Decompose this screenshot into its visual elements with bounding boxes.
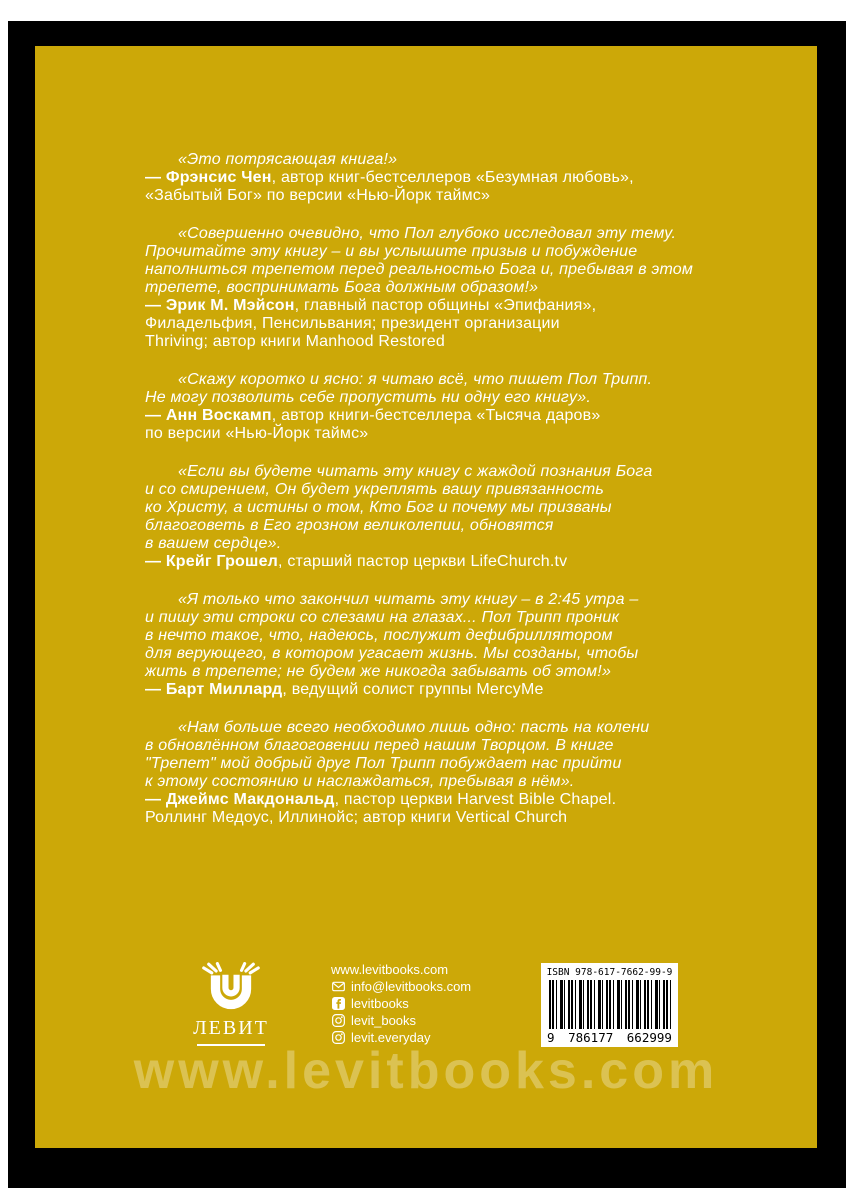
quote-line: в нечто такое, что, надеюсь, послужит дефибриллятором [145,627,613,644]
quote-line: «Это потрясающая книга!» [178,151,398,168]
barcode-digits: 9 786177 662999 [547,1030,672,1045]
levit-emblem-icon [191,962,271,1016]
contact-row [331,961,471,978]
quote-block [145,591,765,699]
quote-line: и со смирением, Он будет укреплять вашу привязанность [145,481,605,498]
quote-line: и пишу эти строки со слезами на глазах... Пол Трипп проник [145,609,620,626]
quote-line: в обновлённом благоговении перед нашим Творцом. В книге [145,737,614,754]
quote-line: Филадельфия, Пенсильвания; президент организации [145,315,560,332]
quote-line: в вашем сердце». [145,535,282,552]
quote-line: — Крейг Грошел, старший пастор церкви LifeChurch.tv [145,553,568,570]
quote-line: ко Христу, а истины о том, Кто Бог и почему мы призваны [145,499,612,516]
isbn-label: ISBN 978-617-7662-99-9 [546,967,673,978]
quote-line: — Анн Воскамп, автор книги-бестселлера «Тысяча даров» [145,407,601,424]
quote-line: — Барт Миллард, ведущий солист группы MercyMe [145,681,544,698]
facebook-icon [331,997,345,1011]
quote-line: «Совершенно очевидно, что Пол глубоко исследовал эту тему. [178,225,677,242]
quote-block [145,463,765,571]
instagram-icon [331,1014,345,1028]
contact-text: www.levitbooks.com [331,962,449,977]
quote-line: — Эрик М. Мэйсон, главный пастор общины «Эпифания», [145,297,597,314]
contact-row [331,995,471,1012]
quote-line: — Джеймс Макдональд, пастор церкви Harvest Bible Chapel. [145,791,617,808]
watermark-url: www.levitbooks.com [133,1042,719,1100]
quote-line: «Если вы будете читать эту книгу с жаждой познания Бога [178,463,653,480]
quote-line: «Скажу коротко и ясно: я читаю всё, что пишет Пол Трипп. [178,371,653,388]
quote-line: «Я только что закончил читать эту книгу – в 2:45 утра – [178,591,639,608]
publisher-logo [191,962,271,1046]
contact-text: levit_books [351,1013,417,1028]
cover-shadow [8,21,846,1188]
quote-line: Не могу позволить себе пропустить ни одну его книгу». [145,389,591,406]
barcode [541,963,678,1047]
quote-line: Thriving; автор книги Manhood Restored [145,333,445,350]
book-back-cover [35,46,817,1148]
email-icon [331,980,345,994]
quote-block [145,371,765,443]
contact-text: info@levitbooks.com [351,979,472,994]
quote-block [145,225,765,351]
quote-line: наполниться трепетом перед реальностью Бога и, пребывая в этом [145,261,694,278]
quote-line: «Нам больше всего необходимо лишь одно: пасть на колени [178,719,650,736]
quote-line: по версии «Нью-Йорк таймс» [145,425,369,442]
barcode-bars [549,980,671,1029]
quote-line: для верующего, в котором угасает жизнь. Мы созданы, чтобы [145,645,639,662]
quote-line: — Фрэнсис Чен, автор книг-бестселлеров «Безумная любовь», [145,169,634,186]
quote-line: трепете, воспринимать Бога должным образом!» [145,279,539,296]
quote-block [145,151,765,205]
quote-line: Прочитайте эту книгу – и вы услышите призыв и побуждение [145,243,638,260]
quote-line: к этому состоянию и наслаждаться, пребывая в нём». [145,773,575,790]
quotes [145,151,765,847]
quote-line: "Трепет" мой добрый друг Пол Трипп побуждает нас прийти [145,755,622,772]
quote-line: жить в трепете; не будем же никогда забывать об этом!» [145,663,612,680]
contact-list [331,961,471,1046]
quote-line: благоговеть в Его грозном великолепии, обновятся [145,517,554,534]
contact-text: levit.everyday [351,1030,431,1045]
quote-line: Роллинг Медоус, Иллинойс; автор книги Vertical Church [145,809,568,826]
contact-row [331,978,471,995]
publisher-name: ЛЕВИТ [193,1017,269,1039]
contact-text: levitbooks [351,996,409,1011]
quote-line: «Забытый Бог» по версии «Нью-Йорк таймс» [145,187,491,204]
quote-block [145,719,765,827]
contact-row [331,1012,471,1029]
